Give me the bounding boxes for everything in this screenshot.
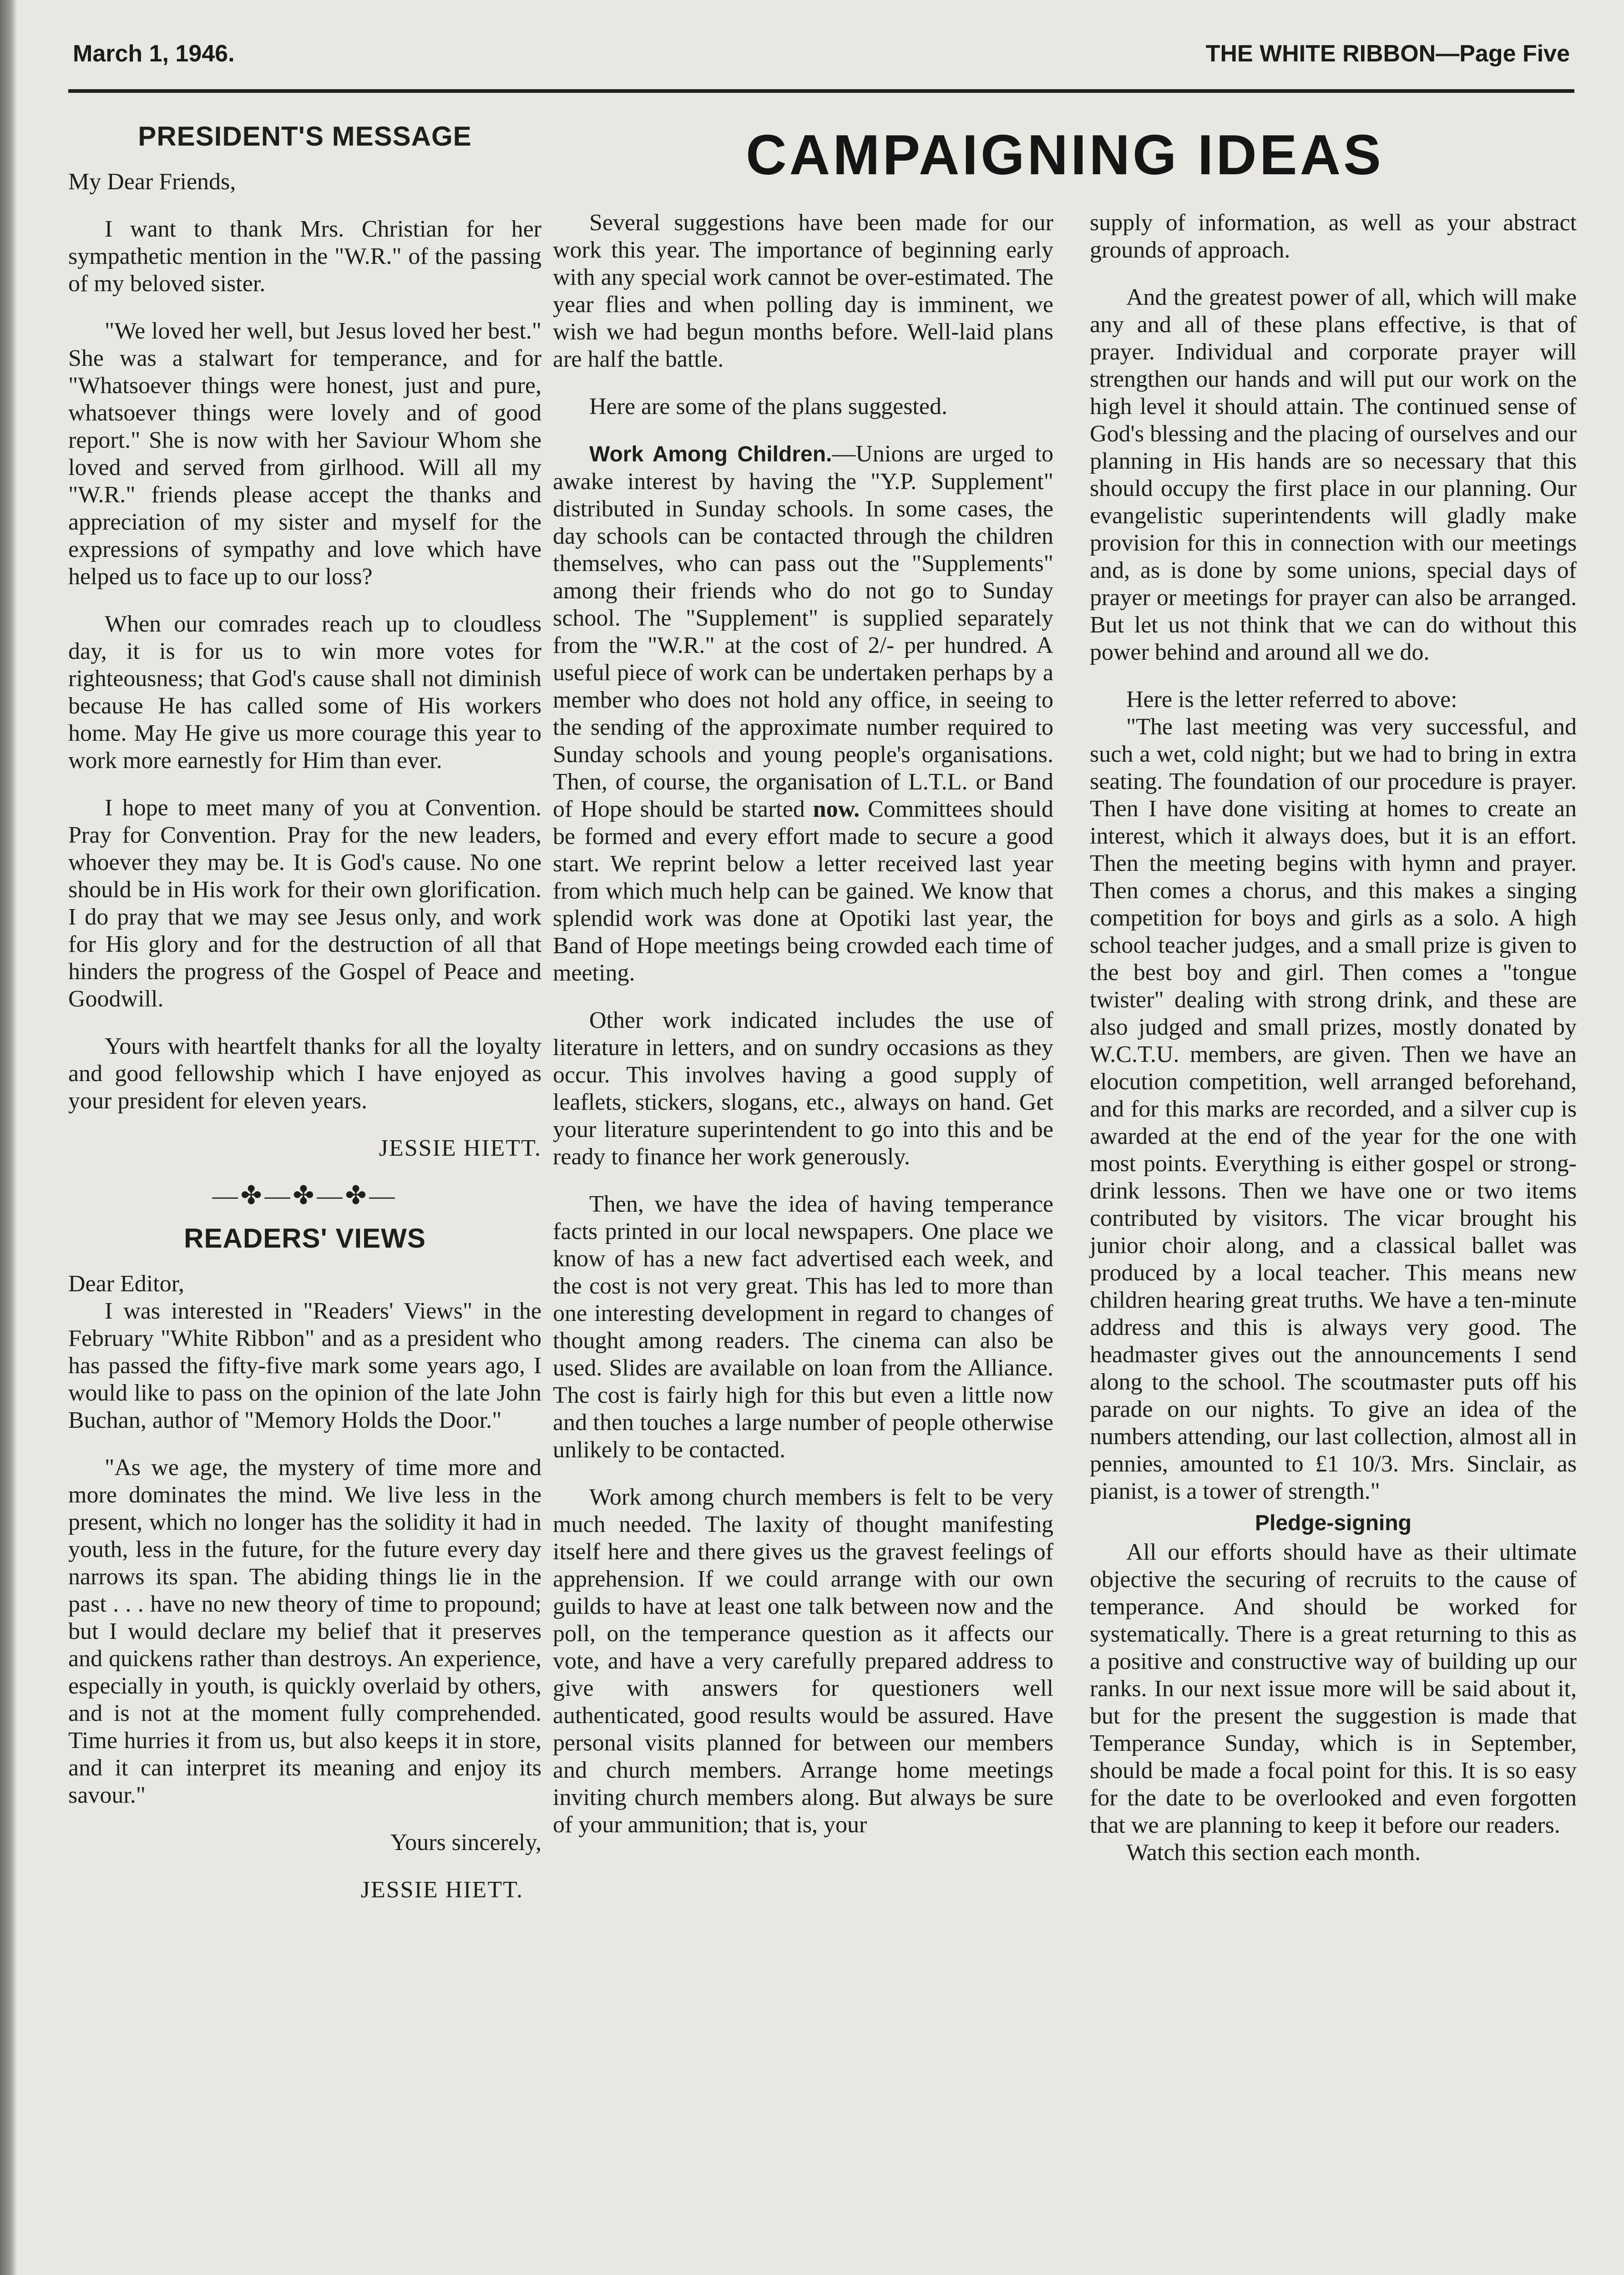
readers-views-quote: "As we age, the mystery of time more and more dominates the mind. We live less in the present, which no longer has the solidity it had in youth, less in the future, for the future every day narrows its span. The abiding things lie in the past . . . have no new theory of time to propound; but I would declare my belief that it preserves and quickens rather than destroys. An experience, especially in youth, is quickly overlaid by others, and is not at the moment fully comprehended. Time hurries it from us, but also keeps it in store, and it can interpret its meaning and enjoy its savour.": [68, 1455, 541, 1808]
letter-quote: "The last meeting was very successful, and such a wet, cold night; but we had to bring in extra seating. The foundation of our procedure is prayer. Then I have done visiting at homes to create an interest, which it always does, but it is an effort. Then the meeting begins with hymn and prayer. Then comes a chorus, and this makes a singing competition for boys and girls as a solo. A high school teacher judges, and a small prize is given to the best boy and girl. Then comes a "tongue twister" dealing with strong drink, and these are also judged and small prizes, mostly donated by W.C.T.U. members, are given. Then we have an elocution competition, well arranged beforehand, and for this marks are recorded, and a silver cup is awarded at the end of the year for the one with most points. Everything is either gospel or strong-drink lessons. Then we have one or two items contributed by visitors. The vicar brought his junior choir along, and a classical ballet was produced by a local teacher. This means new children hearing great truths. We have a ten-minute address and this is always very good. The headmaster gives out the announcements I send along to the school. The scoutmaster puts off his parade on our nights. To give an idea of the numbers attending, our last collection, almost all in pennies, amounted to £1 10/3. Mrs. Sinclair, as pianist, is a tower of strength.": [1090, 714, 1577, 1504]
article-paragraph: Several suggestions have been made for our work this year. The importance of beginning early with any special work cannot be over-estimated. The year flies and when polling day is imminent, we wish we had begun months before. Well-laid plans are half the battle.: [553, 210, 1053, 372]
work-among-children-paragraph: [553, 440, 1053, 987]
middle-column: [553, 209, 1053, 1859]
left-column: [68, 123, 541, 1924]
presidents-message-signature: JESSIE HIETT.: [379, 1135, 541, 1161]
presidents-message-paragraph: I hope to meet many of you at Convention. Pray for Convention. Pray for the new leaders, whoever they may be. It is God's cause. No one should be in His work for their own glorification. I do pray that we may see Jesus only, and work for His glory and for the destruction of all that hinders the progress of the Gospel of Peace and Goodwill.: [68, 795, 541, 1012]
article-paragraph: supply of information, as well as your abstract grounds of approach.: [1090, 210, 1577, 263]
right-column: [1090, 209, 1577, 1886]
presidents-message-paragraph: I want to thank Mrs. Christian for her sympathetic mention in the "W.R." of the passing of my beloved sister.: [68, 216, 541, 297]
article-paragraph: All our efforts should have as their ultimate objective the securing of recruits to the cause of temperance. And should be worked for systematically. There is a great returning to this as a positive and constructive way of building up our ranks. In our next issue more will be said about it, but for the present the suggestion is made that Temperance Sunday, which is in September, should be made a focal point for this. It is so easy for the date to be overlooked and even forgotten that we are planning to keep it before our readers.: [1090, 1539, 1577, 1838]
emphasis-now: now.: [813, 796, 860, 822]
article-paragraph: Here are some of the plans suggested.: [589, 394, 947, 420]
article-text: —Unions are urged to awake interest by having the "Y.P. Supplement" distributed in Sunday schools. In some cases, the day schools can be contacted through the children themselves, who can pass out the "Supplements" among their friends who do not go to Sunday school. The "Supplement" is supplied separately from the "W.R." at the cost of 2/- per hundred. A useful piece of work can be undertaken perhaps by a member who does not hold any office, in seeing to the sending of the approximate number required to Sunday schools and young people's organisations. Then, of course, the organisation of L.T.L. or Band of Hope should be started: [553, 441, 1053, 822]
article-paragraph: Other work indicated includes the use of literature in letters, and on sundry occasions as they occur. This involves having a good supply of leaflets, stickers, slogans, etc., always on hand. Get your literature superintendent to go into this and be ready to finance her work generously.: [553, 1007, 1053, 1170]
readers-views-closing: Yours sincerely,: [390, 1830, 541, 1855]
article-paragraph: Then, we have the idea of having temperance facts printed in our local newspapers. One place we know of has a new fact advertised each week, and the cost is not very great. This has led to more than one interesting development in regard to changes of thought among readers. The cinema can also be used. Slides are available on loan from the Alliance. The cost is fairly high for this but even a little now and then touches a large number of people otherwise unlikely to be contacted.: [553, 1191, 1053, 1463]
article-paragraph: And the greatest power of all, which will make any and all of these plans effective, is that of prayer. Individual and corporate prayer will strengthen our hands and will put our work on the high level it should attain. The continued sense of God's blessing and the placing of ourselves and our planning in His hands are so necessary that this should occupy the first place in our planning. Our evangelistic superintendents will gladly make provision for this in connection with our meetings and, as is done by some unions, special days of prayer or meetings for prayer can also be arranged. But let us not think that we can do without this power behind and around all we do.: [1090, 284, 1577, 665]
campaigning-ideas-title: CAMPAIGNING IDEAS: [746, 124, 1384, 187]
letter-intro: Here is the letter referred to above:: [1126, 687, 1457, 713]
readers-views-salutation: Dear Editor,: [68, 1271, 184, 1297]
article-paragraph: Work among church members is felt to be very much needed. The laxity of thought manifesting itself here and there gives us the gravest feelings of apprehension. If we could arrange with our own guilds to have at least one talk between now and the poll, on the temperance question as it affects our vote, and have a very carefully prepared address to give with answers for questioners well authenticated, good results would be assured. Have personal visits planned for between our members and church members. Arrange home meetings inviting church members along. But always be sure of your ammunition; that is, your: [553, 1484, 1053, 1838]
page-spine-shadow: [0, 0, 17, 2275]
presidents-message-salutation: My Dear Friends,: [68, 169, 236, 195]
section-divider-ornament: —✤—✤—✤—: [212, 1182, 398, 1210]
readers-views-signature: JESSIE HIETT.: [360, 1877, 523, 1903]
header-rule: [68, 89, 1574, 93]
article-paragraph: Watch this section each month.: [1126, 1840, 1421, 1866]
work-among-children-heading: Work Among Children.: [589, 442, 832, 466]
presidents-message-title: PRESIDENT'S MESSAGE: [138, 121, 472, 152]
presidents-message-paragraph: When our comrades reach up to cloudless day, it is for us to win more votes for righteousness; that God's cause shall not diminish because He has called some of His workers home. May He give us more courage this year to work more earnestly for Him than ever.: [68, 611, 541, 774]
issue-date: March 1, 1946.: [73, 40, 235, 67]
pledge-signing-subheading: Pledge-signing: [1255, 1511, 1412, 1535]
presidents-message-paragraph: "We loved her well, but Jesus loved her best." She was a stalwart for temperance, and for "Whatsoever things were honest, just and pure, whatsoever things were lovely and of good report." She is now with her Saviour Whom she loved and served from girlhood. Will all my "W.R." friends please accept the thanks and appreciation of my sister and myself for the expressions of sympathy and love which have helped us to face up to our loss?: [68, 318, 541, 590]
publication-page: THE WHITE RIBBON—Page Five: [1205, 40, 1570, 67]
readers-views-title: READERS' VIEWS: [184, 1223, 426, 1254]
page-header: [68, 35, 1570, 72]
readers-views-paragraph: I was interested in "Readers' Views" in the February "White Ribbon" and as a president who has passed the fifty-five mark some years ago, I would like to pass on the opinion of the late John Buchan, author of "Memory Holds the Door.": [68, 1298, 541, 1433]
presidents-message-paragraph: Yours with heartfelt thanks for all the loyalty and good fellowship which I have enjoyed as your president for eleven years.: [68, 1033, 541, 1114]
article-text: Committees should be formed and every effort made to secure a good start. We reprint below a letter received last year from which much help can be gained. We know that splendid work was done at Opotiki last year, the Band of Hope meetings being crowded each time of meeting.: [553, 796, 1053, 986]
